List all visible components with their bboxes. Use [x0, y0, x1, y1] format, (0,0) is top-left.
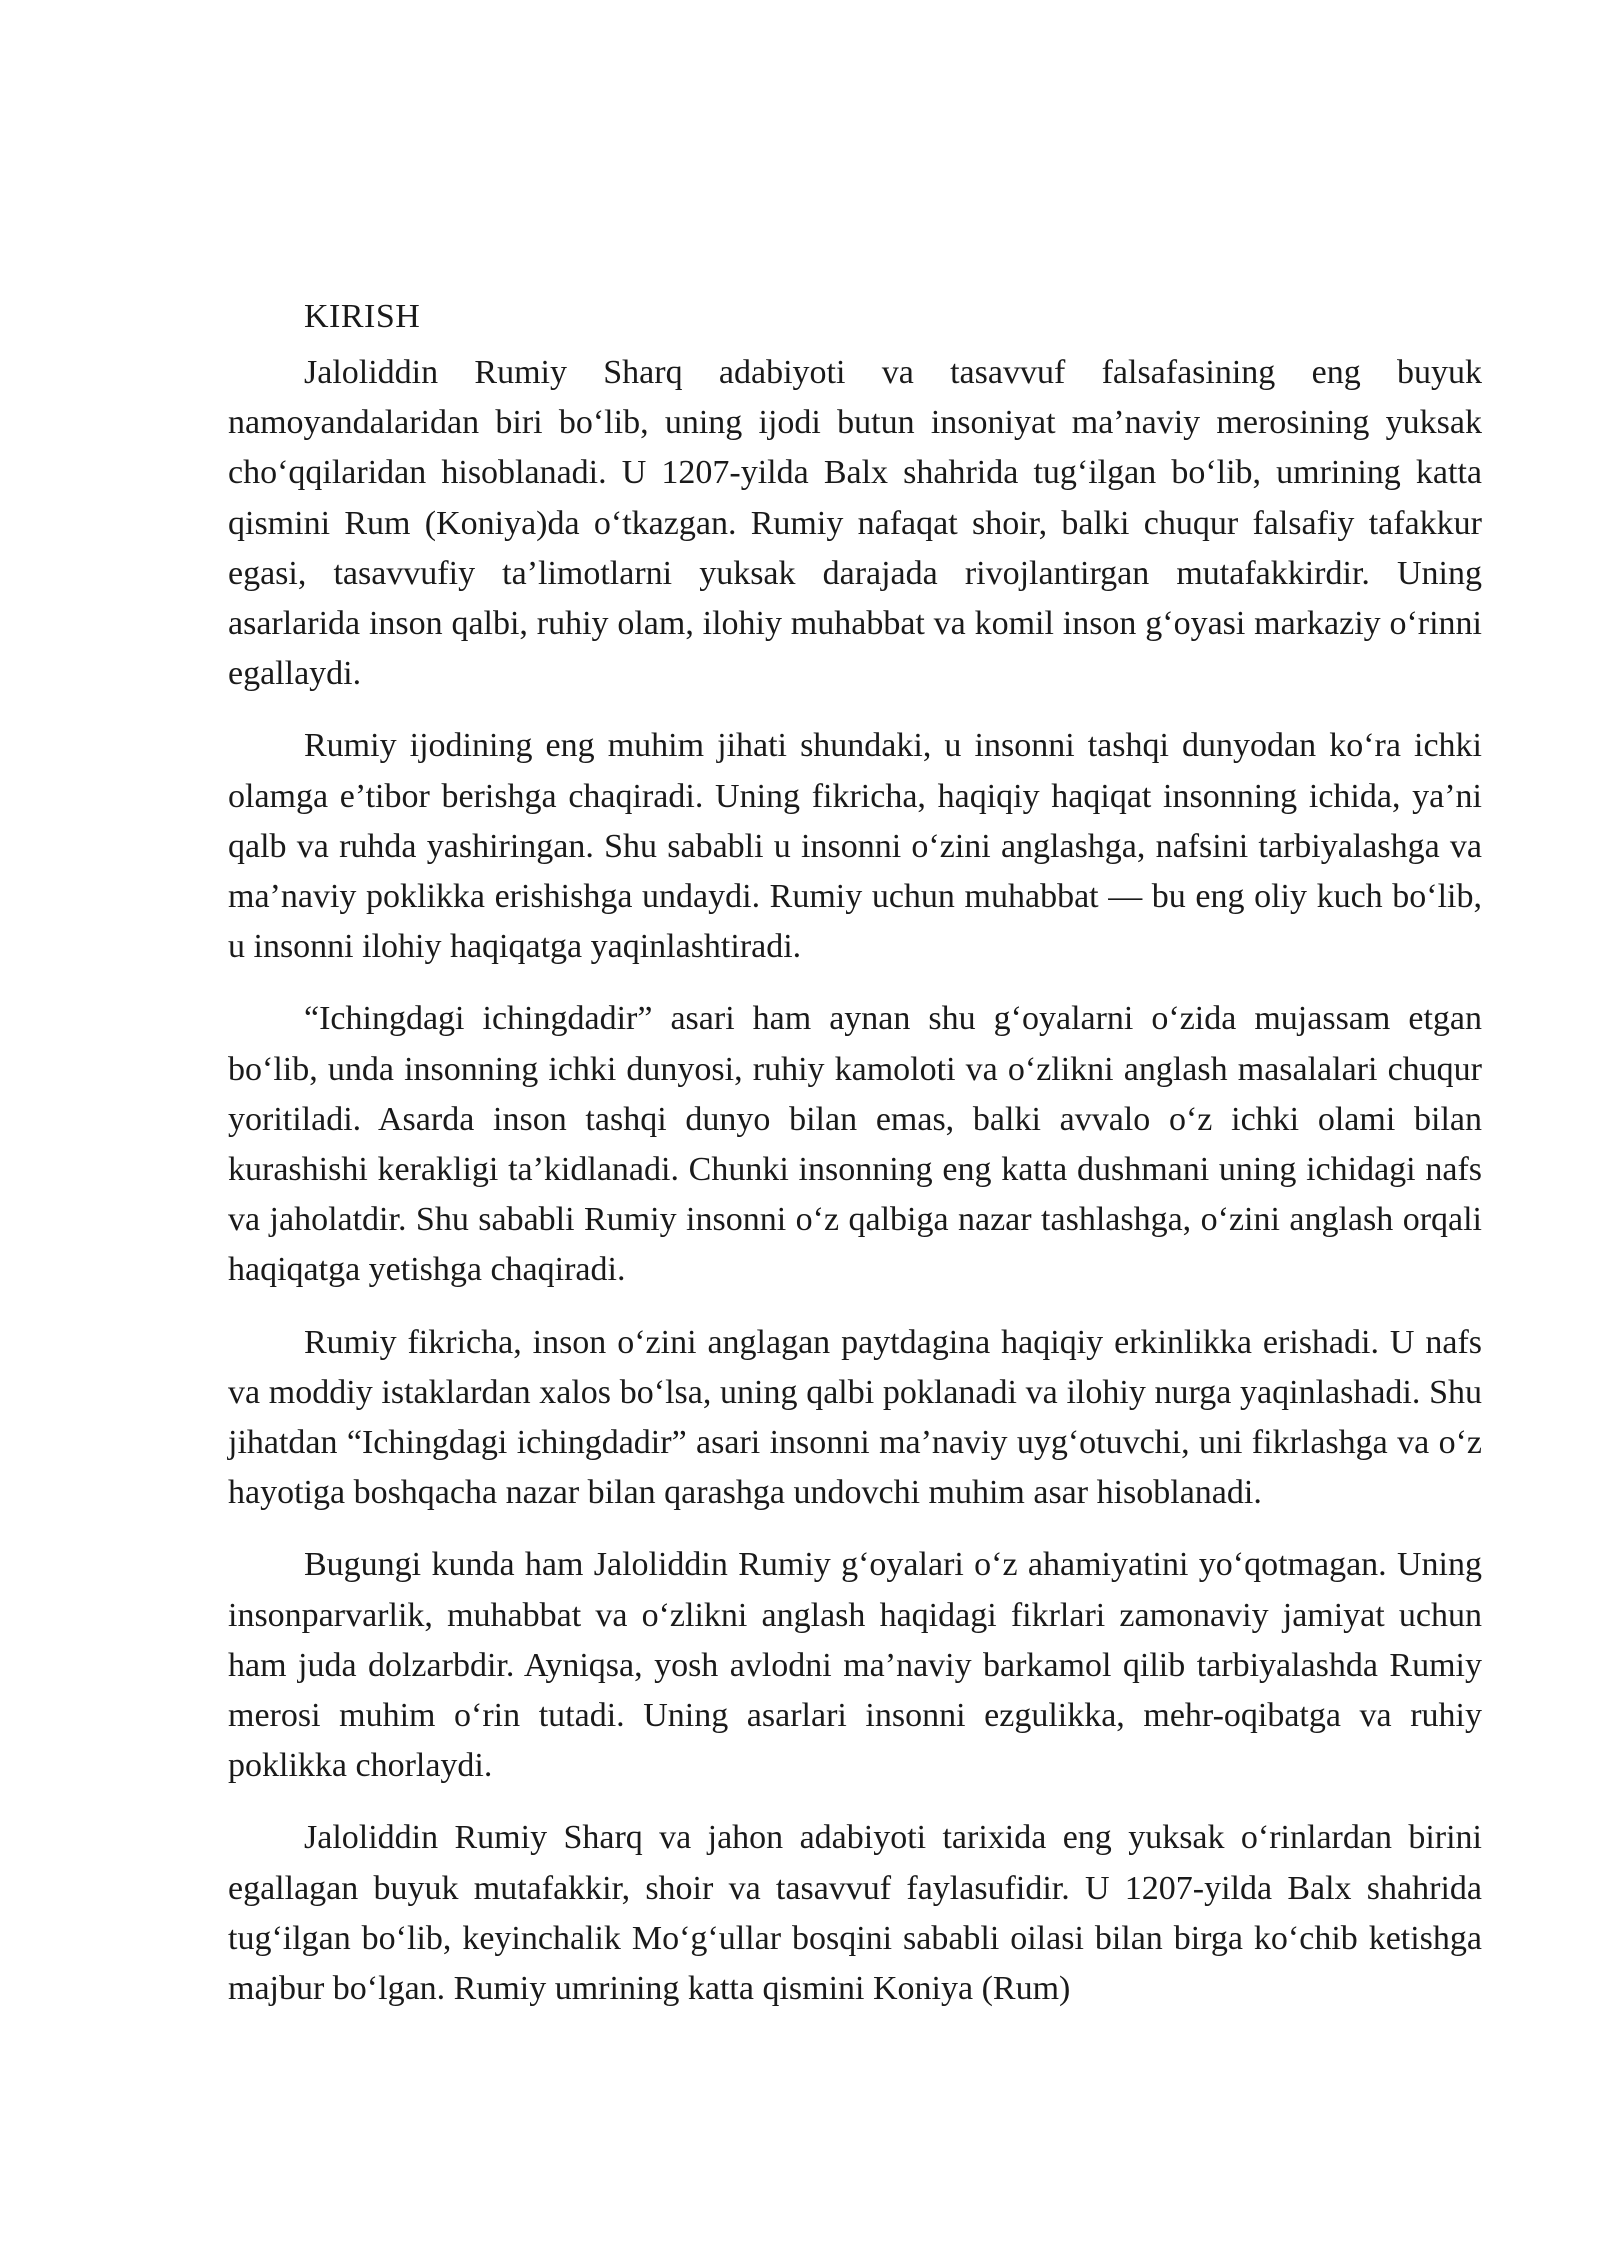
paragraph-6: Jaloliddin Rumiy Sharq va jahon adabiyoti tarixida eng yuksak o‘rinlardan birini egallagan buyuk mutafakkir, shoir va tasavvuf faylasufidir. U 1207-yilda Balx shahrida tug‘ilgan bo‘lib, keyinchalik Mo‘g‘ullar bosqini sababli oilasi bilan birga ko‘chib ketishga majbur bo‘lgan. Rumiy umrining katta qismini Koniya (Rum) [228, 1819, 1482, 2008]
paragraph-5: Bugungi kunda ham Jaloliddin Rumiy g‘oyalari o‘z ahamiyatini yo‘qotmagan. Uning insonparvarlik, muhabbat va o‘zlikni anglash haqidagi fikrlari zamonaviy jamiyat uchun ham juda dolzarbdir. Ayniqsa, yosh avlodni ma’naviy barkamol qilib tarbiyalashda Rumiy merosi muhim o‘rin tutadi. Uning asarlari insonni ezgulikka, mehr-oqibatga va ruhiy poklikka chorlaydi. [228, 1546, 1482, 1785]
paragraph-2: Rumiy ijodining eng muhim jihati shundaki, u insonni tashqi dunyodan ko‘ra ichki olamga e’tibor berishga chaqiradi. Uning fikricha, haqiqiy haqiqat insonning ichida, ya’ni qalb va ruhda yashiringan. Shu sababli u insonni o‘zini anglashga, nafsini tarbiyalashga va ma’naviy poklikka erishishga undaydi. Rumiy uchun muhabbat — bu eng oliy kuch bo‘lib, u insonni ilohiy haqiqatga yaqinlashtiradi. [228, 727, 1482, 966]
paragraph-3: “Ichingdagi ichingdadir” asari ham aynan shu g‘oyalarni o‘zida mujassam etgan bo‘lib, unda insonning ichki dunyosi, ruhiy kamoloti va o‘zlikni anglash masalalari chuqur yoritiladi. Asarda inson tashqi dunyo bilan emas, balki avvalo o‘z ichki olami bilan kurashishi kerakligi ta’kidlanadi. Chunki insonning eng katta dushmani uning ichidagi nafs va jaholatdir. Shu sababli Rumiy insonni o‘z qalbiga nazar tashlashga, o‘zini anglash orqali haqiqatga yetishga chaqiradi. [228, 1000, 1482, 1289]
section-heading: KIRISH [304, 298, 421, 335]
document-page [228, 292, 1482, 2014]
paragraph-4: Rumiy fikricha, inson o‘zini anglagan paytdagina haqiqiy erkinlikka erishadi. U nafs va moddiy istaklardan xalos bo‘lsa, uning qalbi poklanadi va ilohiy nurga yaqinlashadi. Shu jihatdan “Ichingdagi ichingdadir” asari insonni ma’naviy uyg‘otuvchi, uni fikrlashga va o‘z hayotiga boshqacha nazar bilan qarashga undovchi muhim asar hisoblanadi. [228, 1323, 1482, 1512]
paragraph-1: Jaloliddin Rumiy Sharq adabiyoti va tasavvuf falsafasining eng buyuk namoyandalaridan biri bo‘lib, uning ijodi butun insoniyat ma’naviy merosining yuksak cho‘qqilaridan hisoblanadi. U 1207-yilda Balx shahrida tug‘ilgan bo‘lib, umrining katta qismini Rum (Koniya)da o‘tkazgan. Rumiy nafaqat shoir, balki chuqur falsafiy tafakkur egasi, tasavvufiy ta’limotlarni yuksak darajada rivojlantirgan mutafakkirdir. Uning asarlarida inson qalbi, ruhiy olam, ilohiy muhabbat va komil inson g‘oyasi markaziy o‘rinni egallaydi. [228, 354, 1482, 693]
